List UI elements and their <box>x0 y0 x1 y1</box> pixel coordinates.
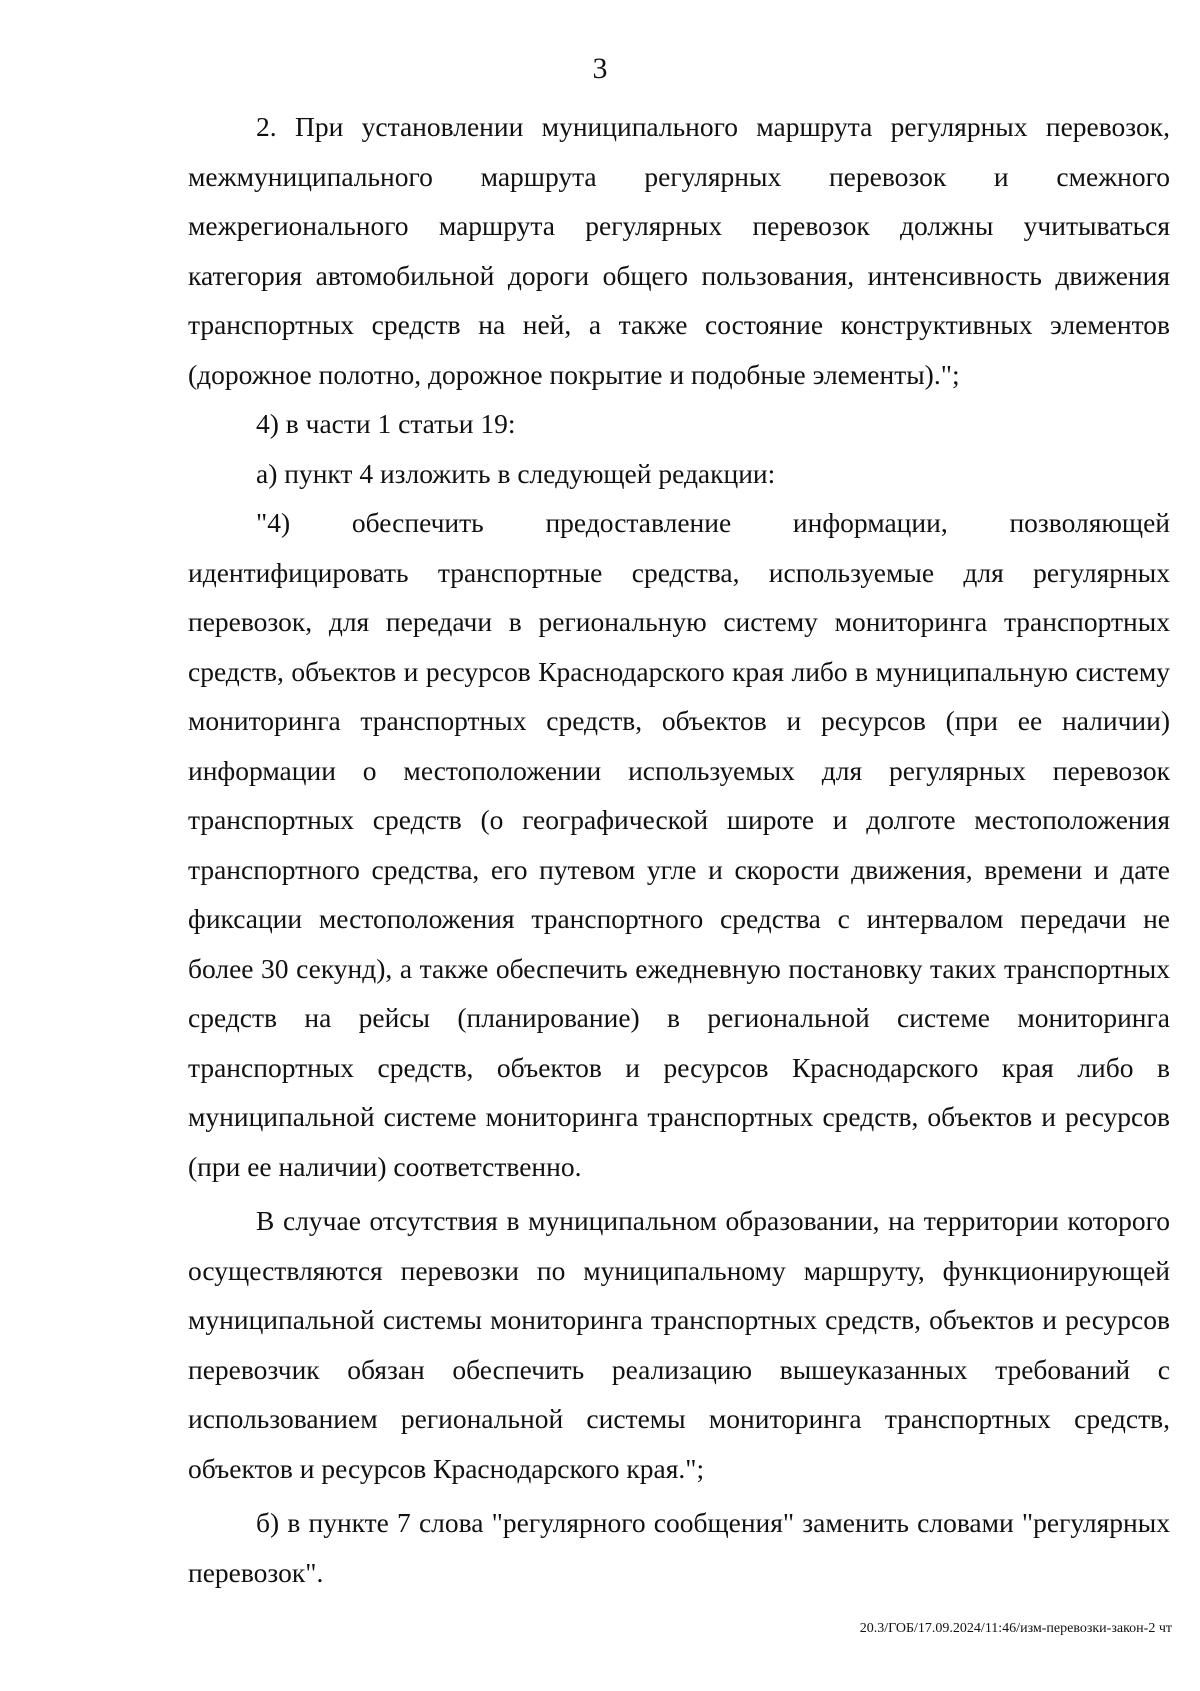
paragraph-item-4-edit: а) пункт 4 изложить в следующей редакции: <box>256 457 776 489</box>
page-number: 3 <box>592 52 608 85</box>
document-body <box>188 102 1170 1597</box>
paragraph-article-19-part-1: 4) в части 1 статьи 19: <box>256 408 516 439</box>
paragraph-item-4-new-text: "4) обеспечить предоставление информации, позволяющей идентифицировать транспортные средства, используемые для регулярных перевозок, для передачи в региональную систему мониторинга транспортных средств, объектов и ресурсов Краснодарского края либо в муниципальную систему мониторинга транспортных средств, объектов и ресурсов (при ее наличии) информации о местоположении используемых для регулярных перевозок транспортных средств (о географической широте и долготе местоположения транспортного средства, его путевом угле и скорости движения, времени и дате фиксации местоположения транспортного средства с интервалом передачи не более 30 секунд), а также обеспечить ежедневную постановку таких транспортных средств на рейсы (планирование) в региональной системе мониторинга транспортных средств, объектов и ресурсов Краснодарского края либо в муниципальной системе мониторинга транспортных средств, объектов и ресурсов (при ее наличии) соответственно. <box>188 507 1170 1182</box>
paragraph-route-establishment: 2. При установлении муниципального маршрута регулярных перевозок, межмуниципального маршрута регулярных перевозок и смежного межрегионального маршрута регулярных перевозок должны учитываться категория автомобильной дороги общего пользования, интенсивность движения транспортных средств на ней, а также состояние конструктивных элементов (дорожное полотно, дорожное покрытие и подобные элементы)."; <box>188 111 1170 390</box>
paragraph-no-municipal-system: В случае отсутствия в муниципальном образовании, на территории которого осуществляются перевозки по муниципальному маршруту, функционирующей муниципальной системы мониторинга транспортных средств, объектов и ресурсов перевозчик обязан обеспечить реализацию вышеуказанных требований с использованием региональной системы мониторинга транспортных средств, объектов и ресурсов Краснодарского края."; <box>188 1205 1170 1484</box>
paragraph-item-7-replace: б) в пункте 7 слова "регулярного сообщения" заменить словами "регулярных перевозок". <box>188 1507 1170 1588</box>
document-footer-code: 20.3/ГОБ/17.09.2024/11:46/изм-перевозки-закон-2 чт <box>859 1621 1172 1636</box>
